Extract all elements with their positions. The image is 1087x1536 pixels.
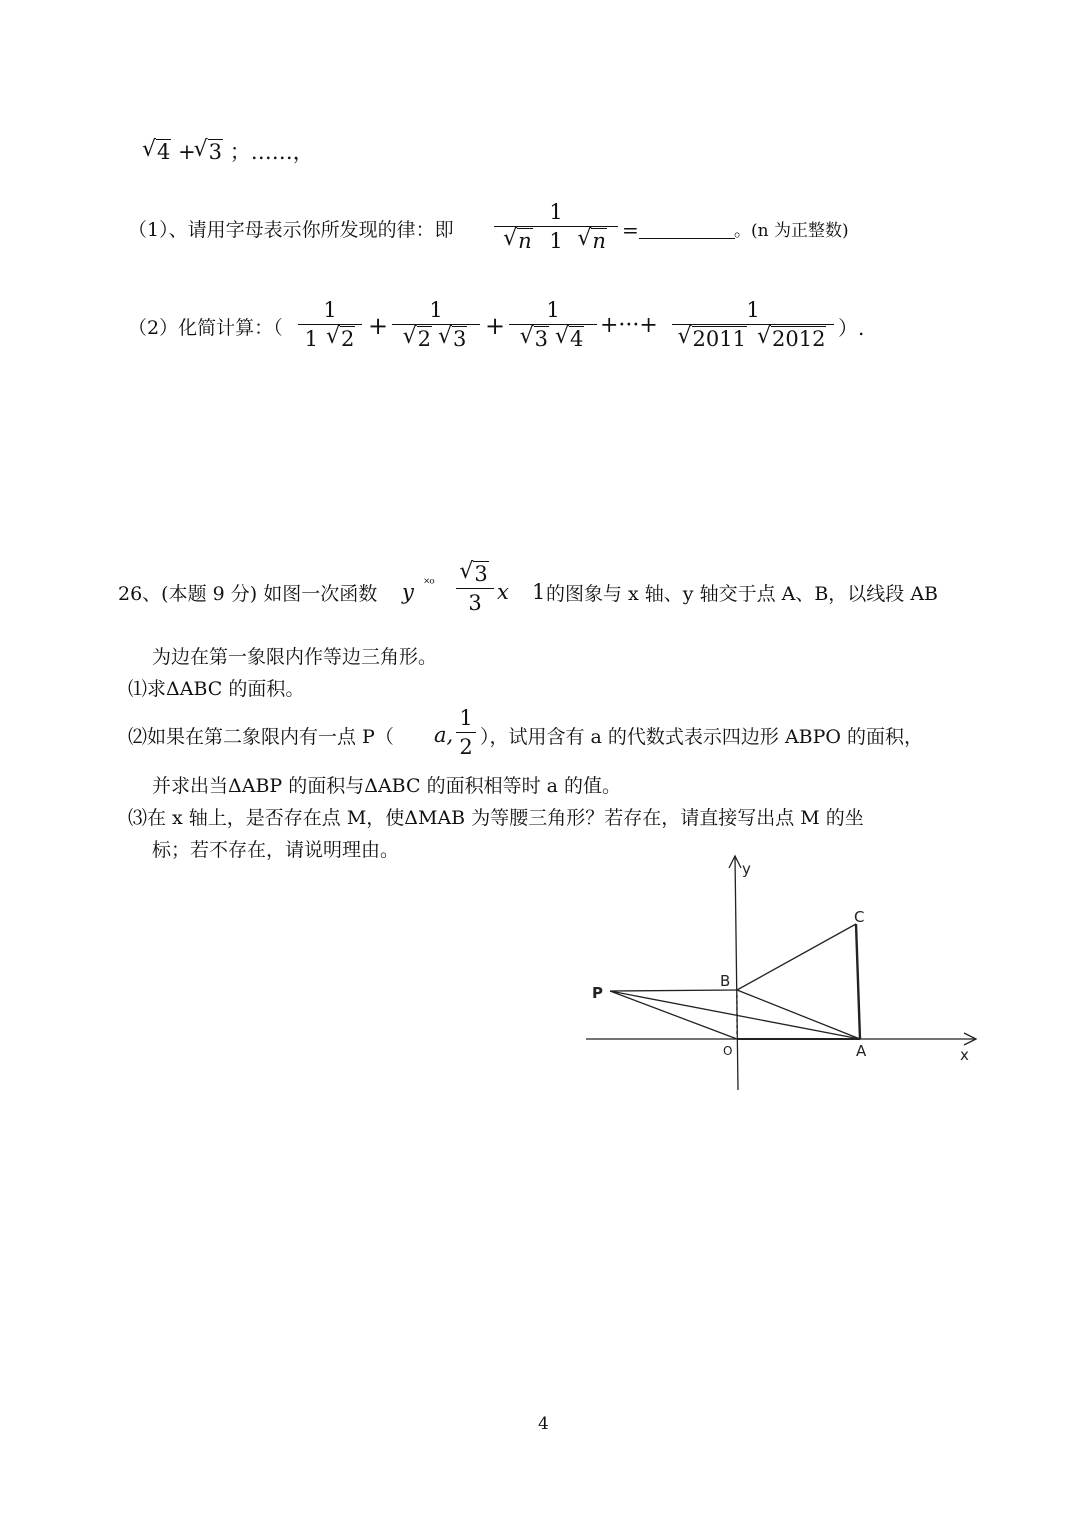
label-P: P	[592, 984, 603, 1002]
q2-close: ）.	[838, 316, 865, 340]
p26-part2-a: ⑵如果在第二象限内有一点 P（	[128, 726, 394, 748]
plus-ellipsis: +···+	[600, 313, 658, 338]
p26-part2-var: a,	[434, 723, 454, 747]
segment-PA	[610, 991, 860, 1039]
q1-label: （1）、请用字母表示你所发现的律：即	[128, 219, 454, 241]
plus-sign: +	[485, 312, 506, 340]
q1-denominator: √ n 1 √ n	[494, 229, 618, 253]
segment-BC	[737, 924, 856, 990]
p26-part1: ⑴求ΔABC 的面积。	[128, 678, 305, 700]
ellipsis-text: ；……，	[229, 140, 314, 164]
q1-numerator: 1	[549, 200, 563, 224]
q2-term-2: 1 √ 2√ 3	[392, 298, 480, 351]
segment-AC	[856, 924, 860, 1039]
sqrt-4: √ 4	[144, 140, 171, 164]
q1-equals: =	[622, 218, 735, 242]
p26-x-var: x	[497, 580, 509, 604]
p26-part2-fraction: 1 2	[456, 706, 476, 759]
plus-sign: +	[178, 140, 196, 164]
q2-term-last: 1 √ 2011√ 2012	[672, 298, 834, 351]
segment-PO	[610, 991, 737, 1039]
p26-line2: 为边在第一象限内作等边三角形。	[152, 646, 438, 668]
plus-sign: +	[368, 312, 389, 340]
q1-fraction	[494, 200, 618, 253]
label-O: O	[723, 1044, 733, 1058]
p26-const: 1	[532, 580, 546, 604]
p26-part2-line2: 并求出当ΔABP 的面积与ΔABC 的面积相等时 a 的值。	[152, 775, 621, 797]
p26-head: 26、(本题 9 分) 如图一次函数	[118, 583, 378, 605]
y-axis	[735, 856, 738, 1090]
p26-part2-b: ），试用含有 a 的代数式表示四边形 ABPO 的面积，	[480, 726, 924, 748]
label-A: A	[856, 1042, 867, 1060]
page-number: 4	[538, 1414, 549, 1434]
label-x: x	[960, 1046, 969, 1064]
p26-tail: 的图象与 x 轴、y 轴交于点 A、B，以线段 AB	[546, 583, 939, 605]
segment-AB	[737, 990, 860, 1039]
p26-fraction: √ 3 3	[456, 562, 494, 615]
label-y: y	[742, 860, 751, 878]
q2-label: （2）化简计算：（	[128, 317, 283, 339]
p26-y-var: y	[402, 580, 414, 604]
q2-term-1: 1 1√ 2	[298, 298, 362, 351]
q2-term-3: 1 √ 3√ 4	[509, 298, 597, 351]
p26-part3-line2: 标；若不存在，请说明理由。	[152, 839, 400, 861]
p26-eq-glyph: ˟ᵒ	[424, 576, 435, 592]
sqrt-3: √ 3	[196, 140, 223, 164]
p26-part3: ⑶在 x 轴上，是否存在点 M，使ΔMAB 为等腰三角形？若存在，请直接写出点 M 的坐	[128, 807, 864, 829]
top-expression	[144, 140, 314, 164]
label-B: B	[720, 972, 731, 990]
answer-blank	[639, 220, 735, 239]
label-C: C	[854, 908, 865, 926]
segment-PB	[610, 990, 737, 991]
q1-note: 。(n 为正整数)	[734, 221, 849, 241]
geometry-figure	[580, 850, 990, 1100]
